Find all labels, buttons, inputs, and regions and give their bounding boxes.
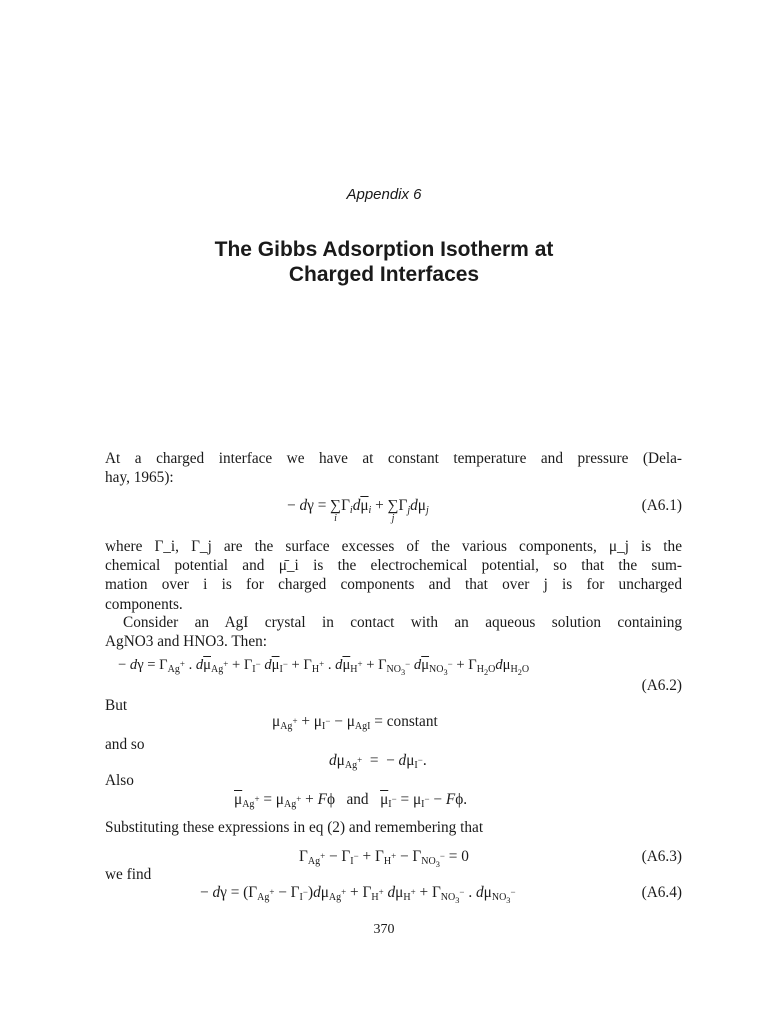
word-but: But bbox=[105, 697, 128, 714]
appendix-label: Appendix 6 bbox=[346, 186, 422, 203]
where-line: mation over i is for charged components and that over j is for uncharged bbox=[105, 576, 682, 594]
word-and-so: and so bbox=[105, 736, 145, 753]
equation-a6-3: $\Gamma_{Ag^+} - \Gamma_{I^-} + \Gamma_{H^+} - \Gamma_{NO_3^-} = 0$ bbox=[299, 848, 469, 869]
equation-dmu: $d\mu_{Ag^+}$ = − $d\mu_{I^-}$. bbox=[329, 752, 427, 771]
page-number: 370 bbox=[373, 922, 395, 937]
word-also: Also bbox=[105, 772, 134, 789]
substituting-line: Substituting these expressions in eq (2) and remembering that bbox=[105, 819, 484, 836]
where-line: components. bbox=[105, 595, 183, 613]
chapter-title bbox=[0, 237, 768, 287]
intro-line: At a charged interface we have at constant temperature and pressure (Dela- bbox=[105, 450, 682, 467]
equation-label-a6-3: (A6.3) bbox=[641, 848, 682, 865]
intro-line: hay, 1965): bbox=[105, 469, 174, 487]
title-line-1: The Gibbs Adsorption Isotherm at bbox=[214, 238, 554, 261]
consider-line: Consider an AgI crystal in contact with an aqueous solution containing bbox=[123, 614, 682, 631]
consider-paragraph bbox=[105, 613, 682, 651]
where-paragraph bbox=[105, 537, 682, 614]
intro-paragraph bbox=[105, 449, 682, 487]
equation-electrochemical: $\overline{\mu}_{Ag^+} = \mu_{Ag^+} + F\phi$ and $\overline{\mu}_{I^-} = \mu_{I^-} - F\phi$. bbox=[234, 791, 468, 810]
and-word: and bbox=[346, 791, 369, 808]
equation-constant: $\mu_{Ag^+} + \mu_{I^-} - \mu_{AgI}$ = constant bbox=[272, 713, 438, 732]
title-line-2: Charged Interfaces bbox=[288, 263, 480, 286]
constant-word: constant bbox=[386, 713, 438, 730]
equation-a6-4: − $d\gamma = (\Gamma_{Ag^+} - \Gamma_{I^-})d\mu_{Ag^+} + \Gamma_{H^+}$ $d\mu_{H^+} + \Gamma_{NO_3^-}$ . $d\mu_{NO_3^-}$ bbox=[200, 884, 516, 905]
equation-a6-1: − dγ = ∑ i $\Gamma_id\overline{\mu}_i$ + ∑ j $\Gamma_jd\mu_j$ bbox=[287, 497, 429, 524]
equation-label-a6-2: (A6.2) bbox=[641, 677, 682, 694]
where-line: where Γ_i, Γ_j are the surface excesses of the various components, μ_j is the bbox=[105, 538, 682, 555]
where-line: chemical potential and μ̄_i is the electrochemical potential, so that the sum- bbox=[105, 557, 682, 575]
equation-label-a6-4: (A6.4) bbox=[641, 884, 682, 901]
equation-label-a6-1: (A6.1) bbox=[641, 497, 682, 514]
word-we-find: we find bbox=[105, 866, 152, 883]
equation-a6-2: − $d\gamma = \Gamma_{Ag^+}$ . $d\overline{\mu}_{Ag^+} + \Gamma_{I^-}$ $d\overline{\mu}_{I^-} + \Gamma_{H^+}$ . $d\overline{\mu}_{H^+} + \Gamma_{NO_3^-}$ $d\overline{\mu}_{NO_3^-} + \Gamma_{H_2O}d\mu_{H_2O}$ bbox=[118, 657, 530, 677]
consider-line: AgNO3 and HNO3. Then: bbox=[105, 633, 268, 651]
